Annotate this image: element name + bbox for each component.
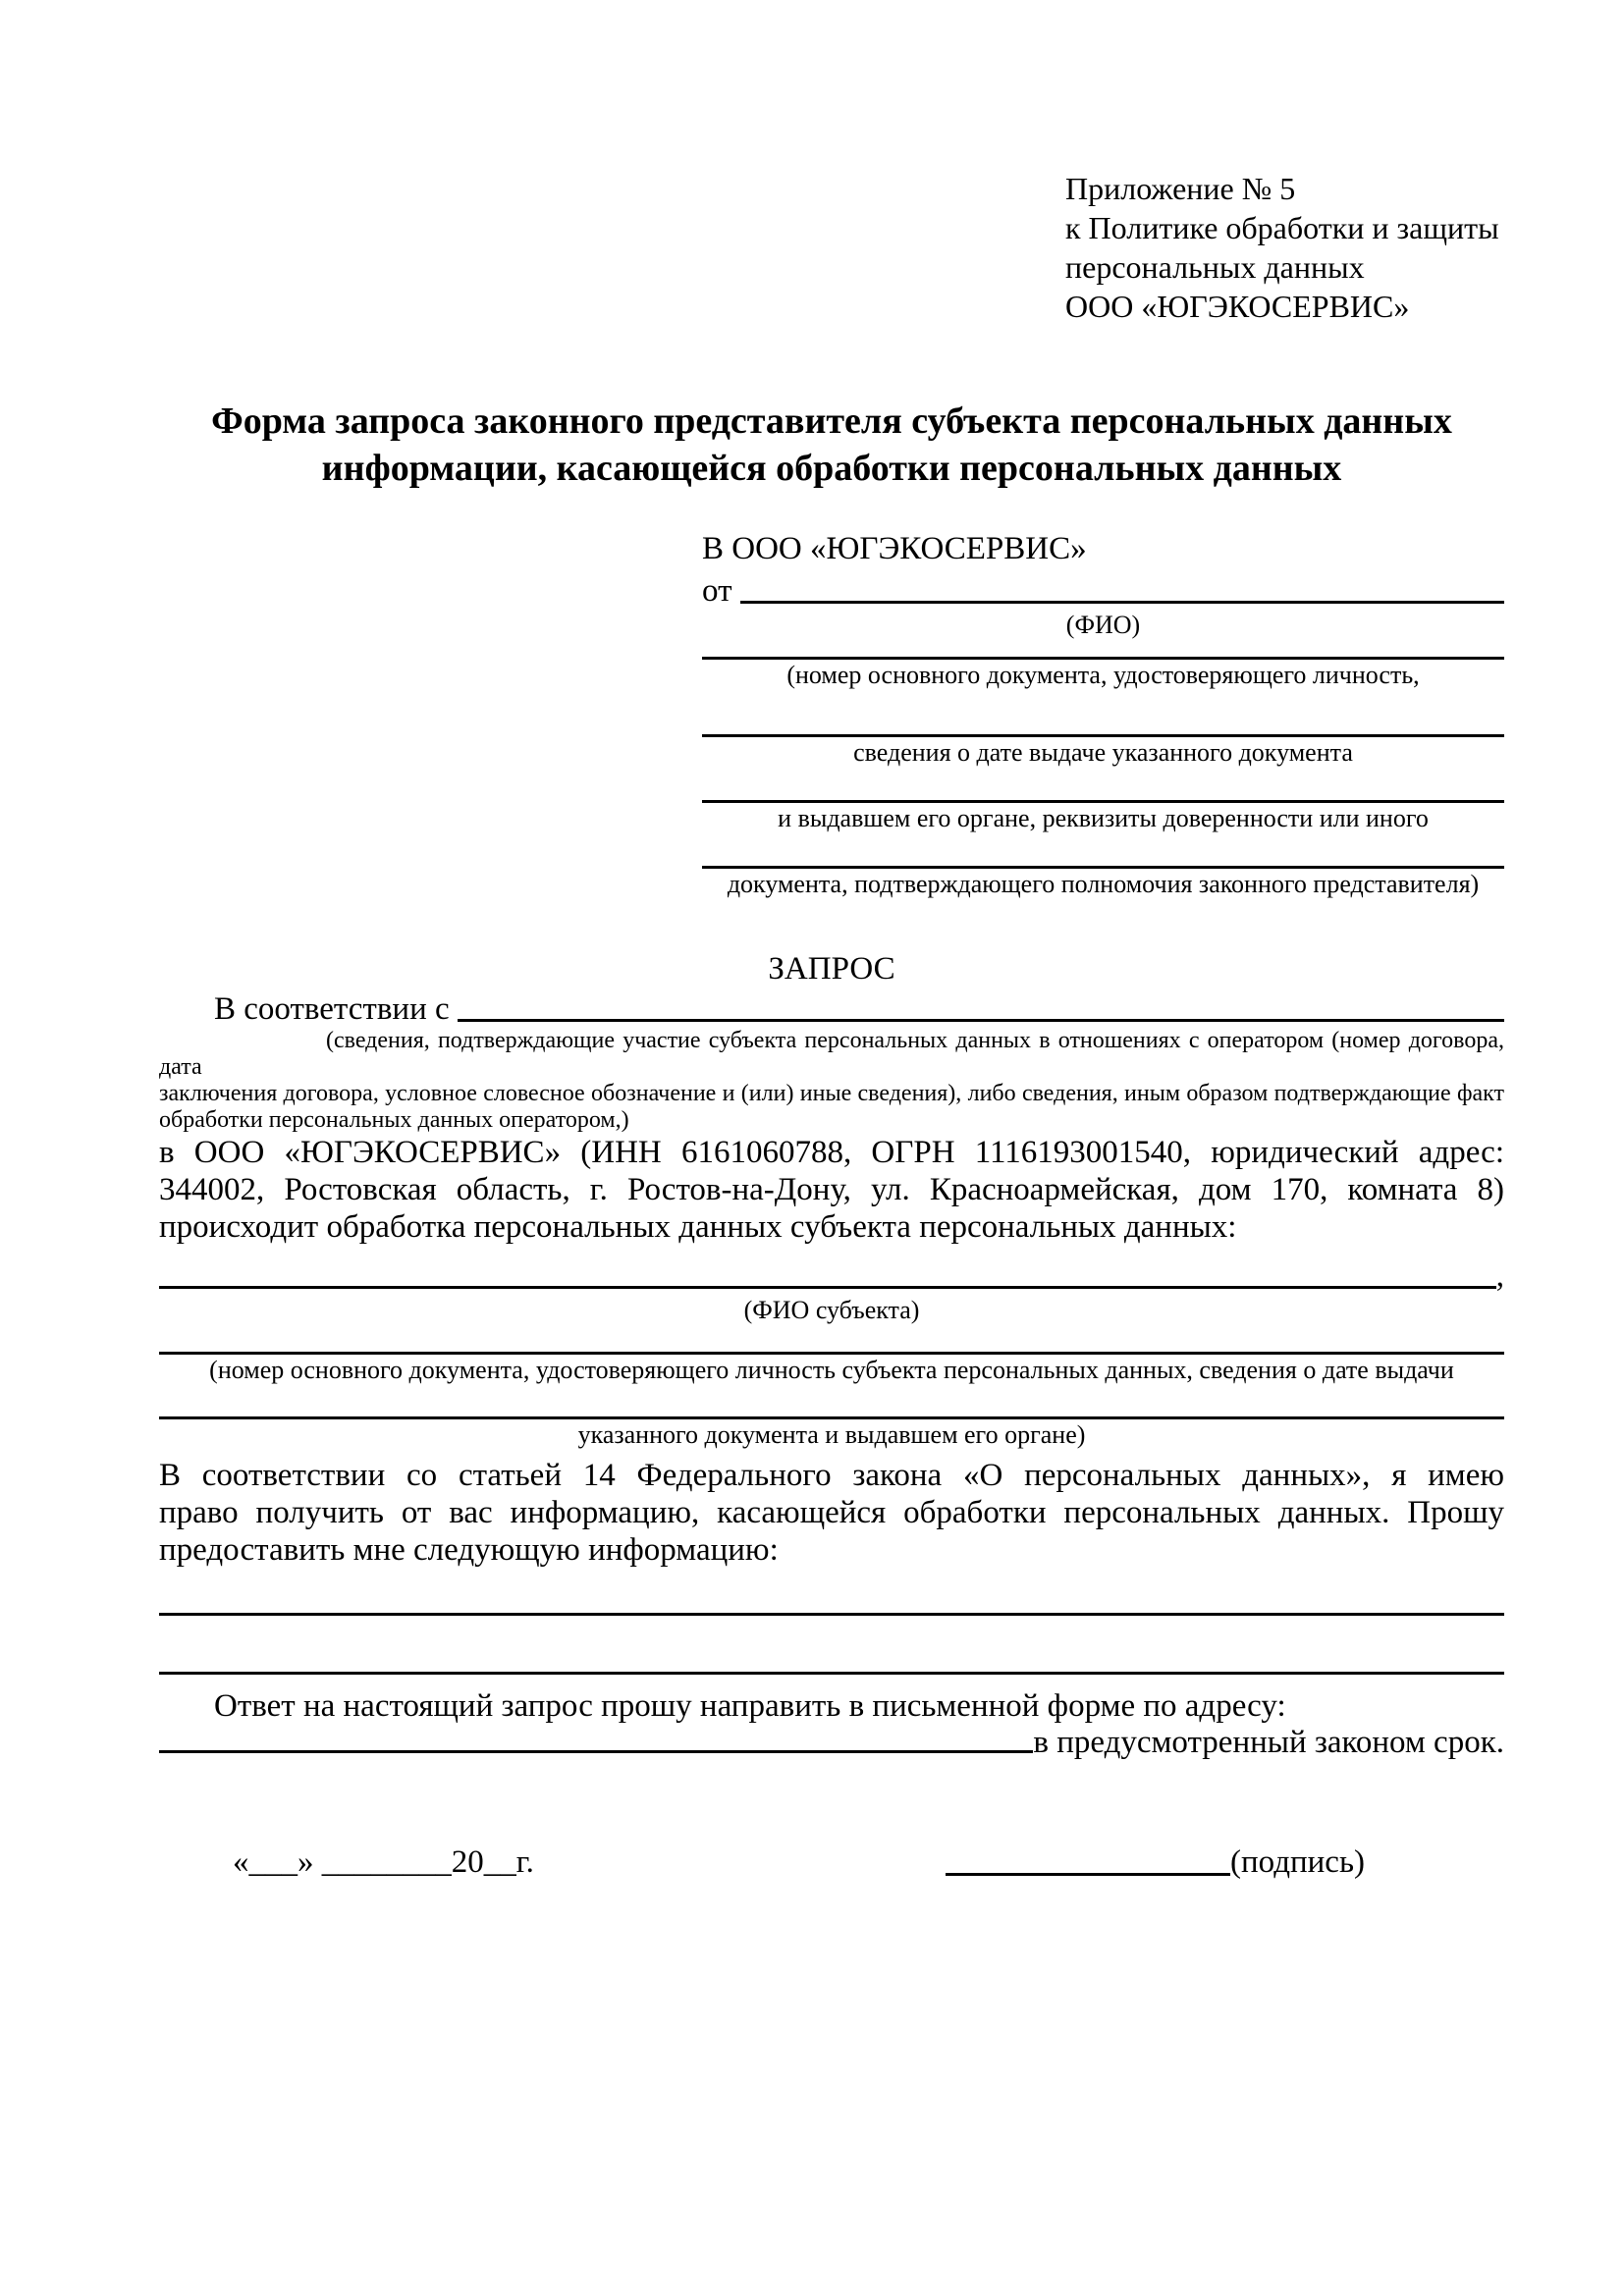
subject-doc-blank-line [159, 1326, 1504, 1355]
from-blank-line [740, 601, 1504, 604]
law-paragraph-line: право получить от вас информацию, касающейся обработки персональных данных. Прошу [159, 1495, 1504, 1530]
appendix-header-line: ООО «ЮГЭКОСЕРВИС» [1065, 289, 1410, 324]
appendix-header-line: персональных данных [1065, 249, 1365, 285]
addressee-block [702, 527, 1504, 900]
intro-blank-line [458, 1019, 1504, 1022]
answer-paragraph: Ответ на настоящий запрос прошу направить в письменной форме по адресу: [214, 1688, 1286, 1724]
info-blank-line-2 [159, 1616, 1504, 1675]
doc-issuer-caption: и выдавшем его органе, реквизиты доверенности или иного [778, 804, 1429, 832]
answer-address-blank-line [159, 1750, 1033, 1753]
operator-paragraph-line: происходит обработка персональных данных субъекта персональных данных: [159, 1209, 1237, 1245]
intro-note-line: заключения договора, условное словесное обозначение и (или) иные сведения), либо сведения, иным образом подтверждающие факт [159, 1081, 1504, 1106]
subject-fio-comma: , [1495, 1258, 1504, 1294]
law-paragraph [159, 1457, 1504, 1569]
appendix-header-line: к Политике обработки и защиты [1065, 210, 1499, 245]
intro-note [159, 1028, 1504, 1134]
document-title [159, 398, 1504, 492]
fio-caption: (ФИО) [1065, 611, 1141, 639]
answer-paragraph-tail: в предусмотренный законом срок. [1033, 1725, 1504, 1760]
intro-field [159, 992, 1504, 1028]
doc-issue-date-blank-line [702, 691, 1504, 737]
subject-doc-caption: (номер основного документа, удостоверяющего личность субъекта персональных данных, сведения о дате выдачи [209, 1356, 1454, 1384]
operator-paragraph [159, 1134, 1504, 1246]
subject-doc-issuer-caption: указанного документа и выдавшем его органе) [577, 1420, 1086, 1449]
law-paragraph-line: В соответствии со статьей 14 Федерального закона «О персональных данных», я имею [159, 1458, 1504, 1493]
from-label: от [702, 573, 740, 609]
document-title-line1: Форма запроса законного представителя субъекта персональных данных [211, 400, 1452, 442]
answer-address-field [159, 1726, 1504, 1759]
law-paragraph-line: предоставить мне следующую информацию: [159, 1532, 779, 1568]
operator-paragraph-line: в ООО «ЮГЭКОСЕРВИС» (ИНН 6161060788, ОГРН 1116193001540, юридический адрес: [159, 1135, 1504, 1170]
footer-row [159, 1842, 1504, 1882]
subject-fio-caption: (ФИО субъекта) [743, 1296, 920, 1324]
subject-fio-field [159, 1258, 1504, 1295]
subject-fio-blank-line [159, 1286, 1496, 1289]
attorney-doc-blank-line [702, 834, 1504, 869]
doc-issue-date-caption: сведения о дате выдаче указанного документа [853, 738, 1353, 767]
document-title-line2: информации, касающейся обработки персональных данных [321, 448, 1342, 489]
addressee-to: В ООО «ЮГЭКОСЕРВИС» [702, 531, 1087, 566]
signature-blank-line [946, 1873, 1230, 1876]
intro-label: В соответствии с [214, 991, 458, 1027]
subject-doc-issuer-blank-line [159, 1386, 1504, 1419]
intro-note-line: (сведения, подтверждающие участие субъекта персональных данных в отношениях с оператором (номер договора, дата [159, 1028, 1504, 1080]
intro-note-line: обработки персональных данных оператором,) [159, 1107, 629, 1133]
operator-paragraph-line: 344002, Ростовская область, г. Ростов-на-Дону, ул. Красноармейская, дом 170, комната 8) [159, 1172, 1504, 1207]
signature-field [946, 1842, 1365, 1882]
attorney-doc-caption: документа, подтверждающего полномочия законного представителя) [727, 870, 1480, 898]
doc-number-caption: (номер основного документа, удостоверяющего личность, [786, 661, 1420, 689]
request-heading: ЗАПРОС [768, 951, 895, 987]
appendix-header-line: Приложение № 5 [1065, 171, 1296, 206]
appendix-header [1065, 169, 1504, 326]
signature-caption: (подпись) [1230, 1844, 1365, 1880]
info-blank-line-1 [159, 1569, 1504, 1616]
doc-number-blank-line [702, 641, 1504, 660]
from-field [702, 570, 1504, 610]
date-line: «___» ________20__г. [233, 1844, 534, 1880]
doc-issuer-blank-line [702, 769, 1504, 803]
